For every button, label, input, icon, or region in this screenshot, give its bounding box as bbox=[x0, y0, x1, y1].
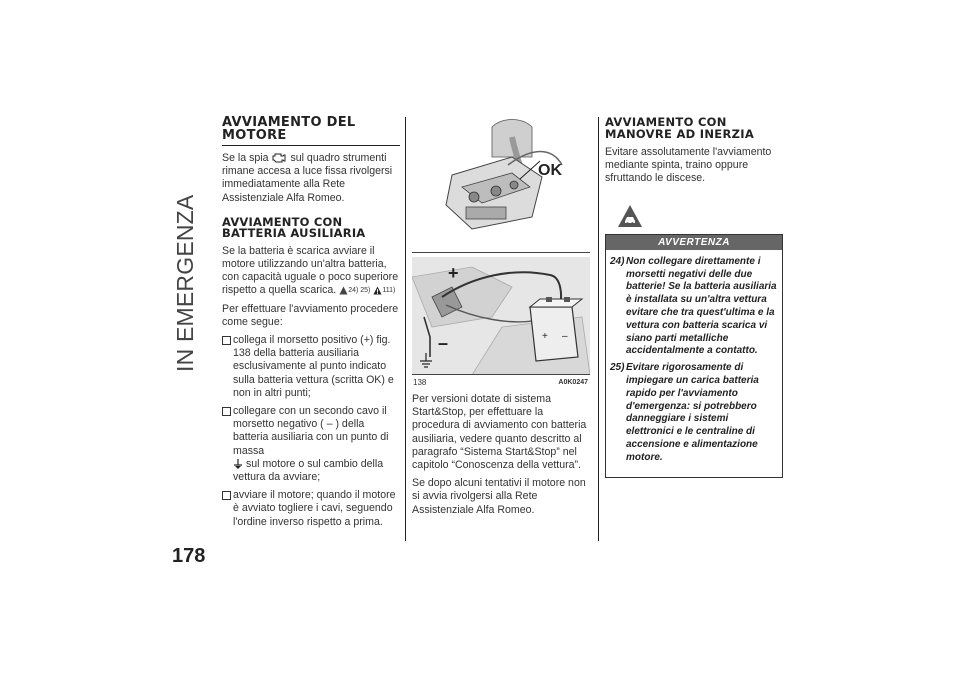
column-divider bbox=[405, 117, 406, 541]
list-item-text: avviare il motore; quando il motore è avviato togliere i cavi, seguendo l'ordine inverso rispetto a prima. bbox=[233, 489, 396, 528]
section-title-engine-start: AVVIAMENTO DEL MOTORE bbox=[222, 117, 400, 146]
list-item bbox=[222, 405, 400, 484]
page-number: 178 bbox=[172, 545, 206, 567]
positive-terminal-label: + bbox=[448, 263, 459, 283]
caution-ref: 111) bbox=[382, 287, 396, 295]
figure-code: A0K0247 bbox=[558, 379, 588, 386]
list-item-text: sul motore o sul cambio della vettura da avviare; bbox=[233, 457, 384, 484]
intro-paragraph bbox=[222, 152, 400, 205]
figure-jumper-cable-connection bbox=[412, 257, 590, 375]
bullet-box bbox=[222, 407, 231, 416]
warning-area bbox=[605, 204, 783, 478]
figure-ok-label: OK bbox=[538, 162, 562, 179]
battery-minus-mark: – bbox=[562, 331, 568, 342]
intro-text-start: Se la spia bbox=[222, 152, 269, 164]
section-title-inertia: AVVIAMENTO CON MANOVRE AD INERZIA bbox=[605, 115, 755, 141]
engine-warning-icon bbox=[271, 152, 287, 164]
ground-symbol-icon bbox=[233, 459, 243, 470]
bullet-box bbox=[222, 491, 231, 500]
warning-item bbox=[610, 362, 778, 464]
warning-number: 24) bbox=[610, 255, 625, 267]
aux-battery-text: Se la batteria è scarica avviare il motore utilizzando un'altra batteria, con capacità uguale o poco superiore rispetto a quella scarica. bbox=[222, 244, 399, 297]
warning-text: Non collegare direttamente i morsetti negativi delle due batterie! Se la batteria ausiliaria è installata su un'altra vettura evitare che tra quest'ultima e la vettura con batteria scarica vi siano parti metalliche accidentalmente a contatto. bbox=[626, 255, 777, 357]
warning-number: 25) bbox=[610, 362, 625, 374]
intro-text-end: sul quadro strumenti rimane accesa a luce fissa rivolgersi immediatamente alla Rete Assistenziale Alfa Romeo. bbox=[222, 152, 393, 204]
warning-triangle-icon bbox=[617, 204, 643, 228]
section-title-aux-battery: AVVIAMENTO CON BATTERIA AUSILIARIA bbox=[222, 214, 366, 241]
bullet-box bbox=[222, 336, 231, 345]
warning-box bbox=[605, 234, 783, 478]
figure-battery-terminal-detail bbox=[412, 117, 590, 249]
chapter-label: IN EMERGENZA bbox=[172, 194, 198, 372]
procedure-intro: Per effettuare l'avviamento procedere come segue: bbox=[222, 302, 399, 328]
column-1 bbox=[222, 117, 400, 534]
warning-title: AVVERTENZA bbox=[606, 235, 782, 250]
warning-body bbox=[606, 250, 782, 477]
figure-138 bbox=[412, 117, 590, 387]
battery-plus-mark: + bbox=[542, 331, 548, 342]
aux-battery-paragraph bbox=[222, 245, 400, 298]
caption-rule bbox=[412, 374, 590, 375]
inertia-paragraph: Evitare assolutamente l'avviamento mediante spinta, traino oppure sfruttando le discese. bbox=[605, 146, 772, 185]
start-stop-paragraph: Per versioni dotate di sistema Start&Stop, per effettuare la procedura di avviamento con batteria ausiliaria, vedere quanto descritto al paragrafo “Sistema Start&Stop” nel capitolo “Conoscenza della vettura”. bbox=[412, 393, 587, 472]
negative-terminal-label: – bbox=[438, 333, 449, 353]
column-divider bbox=[598, 117, 599, 541]
list-item bbox=[222, 489, 400, 529]
warning-text: Evitare rigorosamente di impiegare un carica batteria rapido per l'avviamento d'emergenza: si potrebbero danneggiare i sistemi elettronici e le centraline di accensione e alimentazione motore. bbox=[626, 362, 759, 463]
figure-caption bbox=[412, 375, 590, 387]
list-item-text: collega il morsetto positivo (+) fig. 138 della batteria ausiliaria esclusivamente al punto indicato sulla batteria vettura (scritta OK) e non in altri punti; bbox=[233, 334, 394, 399]
warning-ref: 24) 25) bbox=[348, 287, 371, 295]
list-item bbox=[222, 334, 400, 400]
warning-triangle-icon bbox=[339, 286, 348, 295]
chapter-side-tab bbox=[172, 104, 202, 384]
figure-number: 138 bbox=[413, 378, 427, 387]
column-3 bbox=[605, 117, 783, 478]
figure-divider bbox=[412, 252, 590, 253]
caution-triangle-icon bbox=[373, 286, 382, 295]
column-2 bbox=[412, 117, 590, 522]
warning-item bbox=[610, 256, 778, 358]
retry-paragraph: Se dopo alcuni tentativi il motore non si avvia rivolgersi alla Rete Assistenziale Alfa Romeo. bbox=[412, 477, 586, 516]
list-item-text: collegare con un secondo cavo il morsetto negativo ( – ) della batteria ausiliaria con un punto di massa bbox=[233, 405, 389, 457]
